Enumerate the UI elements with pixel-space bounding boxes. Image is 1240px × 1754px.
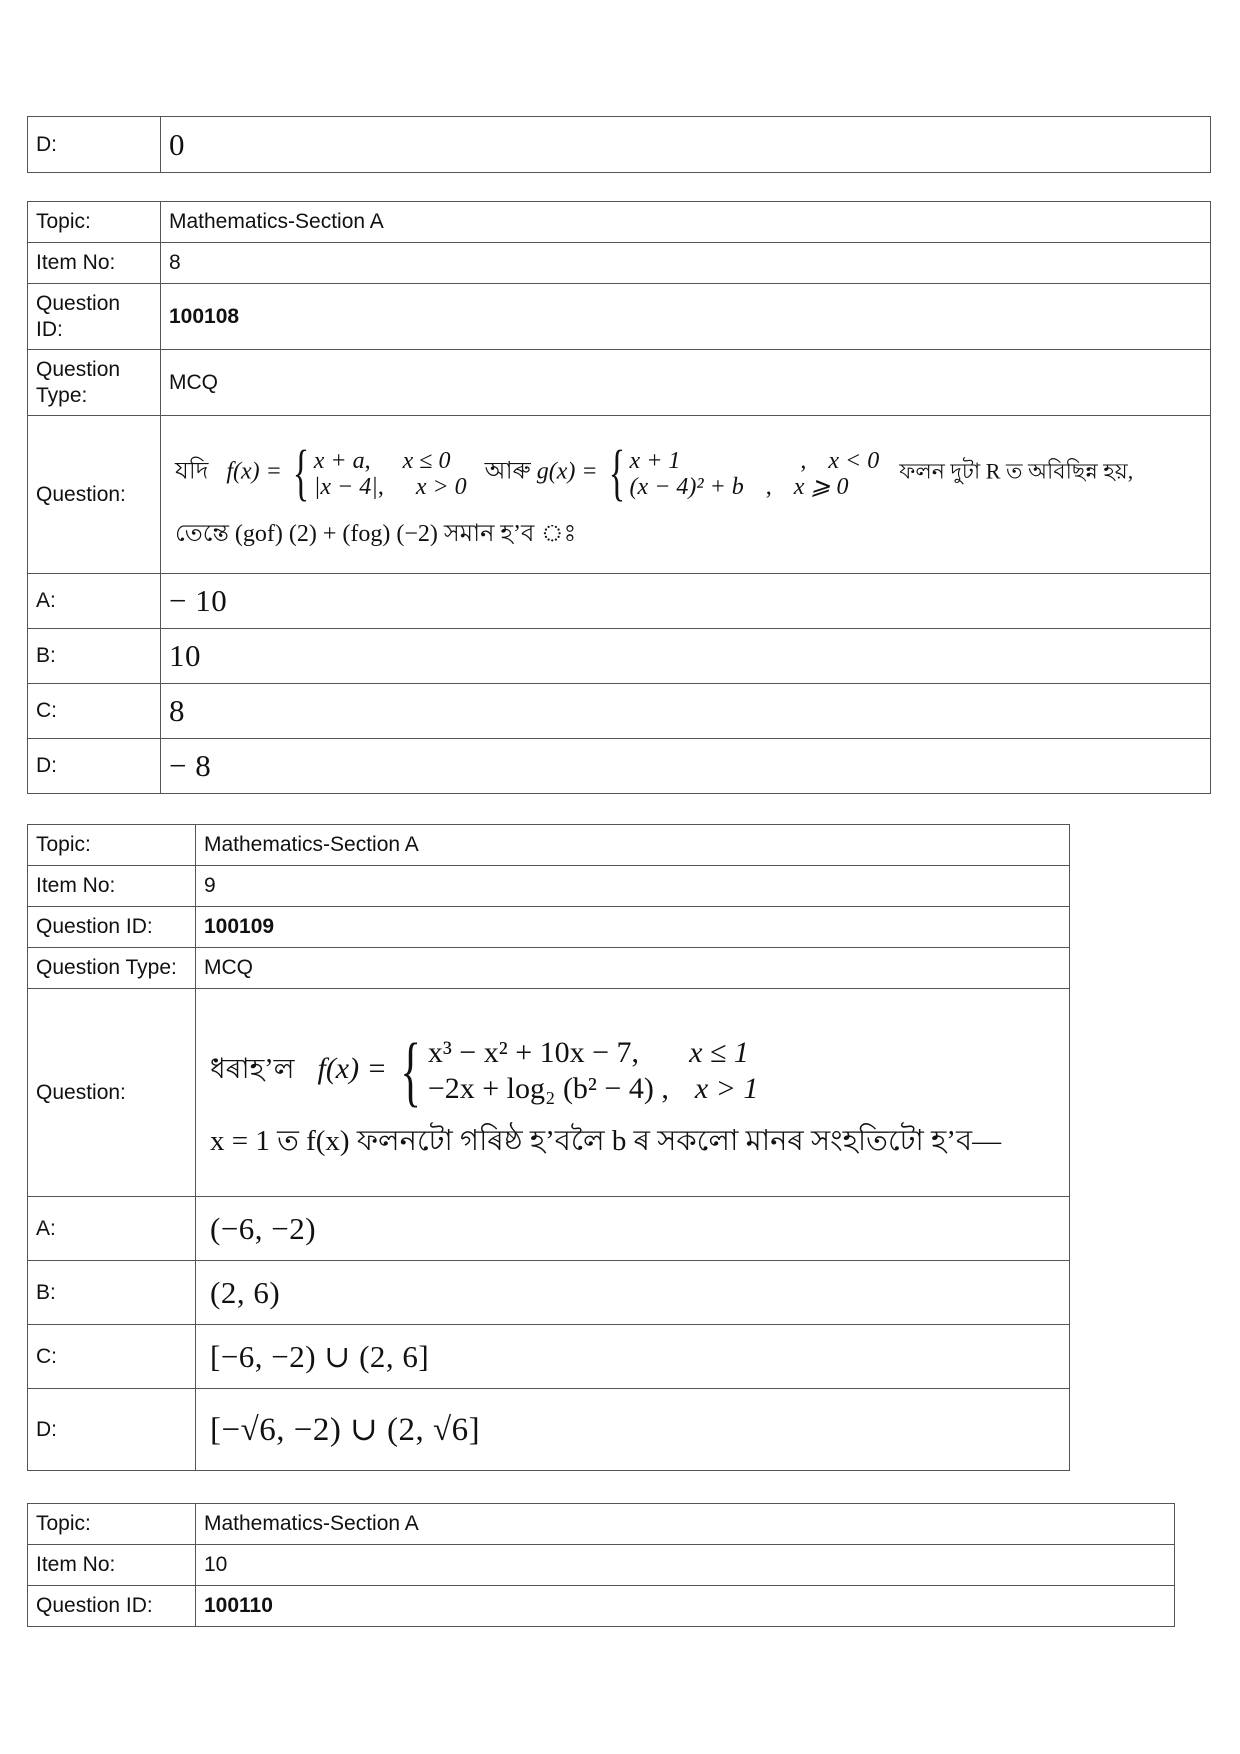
cond1: x ≤ 1 bbox=[689, 1035, 749, 1069]
option-d-label: D: bbox=[28, 117, 161, 173]
question-text bbox=[196, 989, 1070, 1197]
question-id-label: Question ID: bbox=[28, 907, 196, 948]
option-c-row bbox=[28, 684, 1211, 739]
q-f-label: f(x) = bbox=[317, 1051, 387, 1085]
case1: x³ − x² + 10x − 7, bbox=[427, 1035, 640, 1069]
case2: −2x + log₂ (b² − 4) , bbox=[427, 1071, 669, 1105]
question-id-row bbox=[28, 284, 1211, 350]
item-no-value: 8 bbox=[161, 243, 1211, 284]
item-no-label: Item No: bbox=[28, 1545, 196, 1586]
option-d-label: D: bbox=[28, 739, 161, 794]
option-d-row bbox=[28, 1389, 1070, 1471]
option-b-label: B: bbox=[28, 629, 161, 684]
item-no-row bbox=[28, 866, 1070, 907]
q-and-text: আৰু bbox=[484, 459, 531, 486]
g-cond1: x < 0 bbox=[828, 447, 880, 474]
g-case1: x + 1 bbox=[629, 447, 681, 474]
question-id-value: 100109 bbox=[204, 915, 275, 938]
g-cond2: x ⩾ 0 bbox=[793, 473, 849, 500]
option-a-row bbox=[28, 574, 1211, 629]
option-b-label: B: bbox=[28, 1261, 196, 1325]
q-pre-text: ধৰাহ’ল bbox=[210, 1053, 295, 1085]
question-block-10 bbox=[27, 1503, 1175, 1627]
question-id-row bbox=[28, 1586, 1175, 1627]
f-piecewise: { x + a, x ≤ 0 |x − 4|, x > 0 bbox=[292, 438, 467, 508]
question-id-label: Question ID: bbox=[28, 1586, 196, 1627]
q-f-label: f(x) = bbox=[226, 459, 282, 486]
question-text bbox=[161, 416, 1211, 574]
question-type-row bbox=[28, 948, 1070, 989]
cond2: x > 1 bbox=[694, 1071, 759, 1105]
topic-value: Mathematics-Section A bbox=[196, 825, 1070, 866]
option-b-row bbox=[28, 1261, 1070, 1325]
item-no-value: 9 bbox=[196, 866, 1070, 907]
option-c-label: C: bbox=[28, 684, 161, 739]
f-piecewise bbox=[394, 1026, 759, 1114]
question-type-row bbox=[28, 350, 1211, 416]
f-cond2: x > 0 bbox=[415, 473, 467, 500]
option-c-value: [−6, −2) ∪ (2, 6] bbox=[196, 1325, 1070, 1389]
left-brace: { bbox=[400, 1026, 422, 1114]
left-brace: { bbox=[608, 438, 625, 508]
question-type-value: MCQ bbox=[161, 350, 1211, 416]
item-no-row bbox=[28, 1545, 1175, 1586]
option-d-value: 0 bbox=[161, 117, 1211, 173]
option-a-value: (−6, −2) bbox=[196, 1197, 1070, 1261]
f-case2: |x − 4| bbox=[313, 473, 378, 500]
question-block-9 bbox=[27, 824, 1070, 1471]
topic-label: Topic: bbox=[28, 202, 161, 243]
question-label: Question: bbox=[28, 416, 161, 574]
q-line2: x = 1 ত f(x) ফলনটো গৰিষ্ঠ হ’বলৈ b ৰ সকলো মানৰ সংহতিটো হ’ব— bbox=[210, 1124, 1002, 1157]
option-b-row bbox=[28, 629, 1211, 684]
option-a-label: A: bbox=[28, 1197, 196, 1261]
question-type-value: MCQ bbox=[196, 948, 1070, 989]
topic-row bbox=[28, 202, 1211, 243]
question-id-value: 100110 bbox=[204, 1594, 273, 1617]
g-case2: (x − 4)² + b bbox=[629, 473, 744, 500]
item-no-label: Item No: bbox=[28, 866, 196, 907]
option-a-label: A: bbox=[28, 574, 161, 629]
item-no-row bbox=[28, 243, 1211, 284]
option-c-row bbox=[28, 1325, 1070, 1389]
topic-row bbox=[28, 1504, 1175, 1545]
option-c-value: 8 bbox=[161, 684, 1211, 739]
question-type-label: Question Type: bbox=[28, 948, 196, 989]
option-d-value: [−√6, −2) ∪ (2, √6] bbox=[196, 1389, 1070, 1471]
question-row bbox=[28, 416, 1211, 574]
option-d-row bbox=[28, 739, 1211, 794]
topic-label: Topic: bbox=[28, 825, 196, 866]
option-d-value: − 8 bbox=[161, 739, 1211, 794]
question-id-value: 100108 bbox=[169, 304, 240, 328]
g-piecewise: { x + 1 , x < 0 (x − 4)² + b , x ⩾ 0 bbox=[608, 438, 880, 508]
item-no-label: Item No: bbox=[28, 243, 161, 284]
f-cond1: x ≤ 0 bbox=[402, 447, 451, 474]
option-a-row bbox=[28, 1197, 1070, 1261]
item-no-value: 10 bbox=[196, 1545, 1175, 1586]
option-c-label: C: bbox=[28, 1325, 196, 1389]
option-d-label: D: bbox=[28, 1389, 196, 1471]
topic-label: Topic: bbox=[28, 1504, 196, 1545]
option-b-value: (2, 6) bbox=[196, 1261, 1070, 1325]
option-a-value: − 10 bbox=[161, 574, 1211, 629]
q-pre-text: যদি bbox=[175, 459, 209, 486]
q-post-text: ফলন দুটা R ত অবিছিন্ন হয়, bbox=[899, 459, 1134, 485]
question-row bbox=[28, 989, 1070, 1197]
f-case1: x + a bbox=[313, 447, 365, 474]
question-block-7-tail bbox=[27, 116, 1211, 173]
question-id-row bbox=[28, 907, 1070, 948]
q-g-label: g(x) = bbox=[536, 459, 598, 486]
question-id-label: Question ID: bbox=[28, 284, 161, 350]
question-label: Question: bbox=[28, 989, 196, 1197]
option-b-value: 10 bbox=[161, 629, 1211, 684]
left-brace: { bbox=[292, 438, 310, 508]
topic-value: Mathematics-Section A bbox=[196, 1504, 1175, 1545]
topic-value: Mathematics-Section A bbox=[161, 202, 1211, 243]
q-line2: তেন্তে (gof) (2) + (fog) (−2) সমান হ’ব ঃ bbox=[175, 520, 577, 547]
question-type-label: Question Type: bbox=[28, 350, 161, 416]
option-d-row bbox=[28, 117, 1211, 173]
topic-row bbox=[28, 825, 1070, 866]
question-block-8 bbox=[27, 201, 1211, 794]
